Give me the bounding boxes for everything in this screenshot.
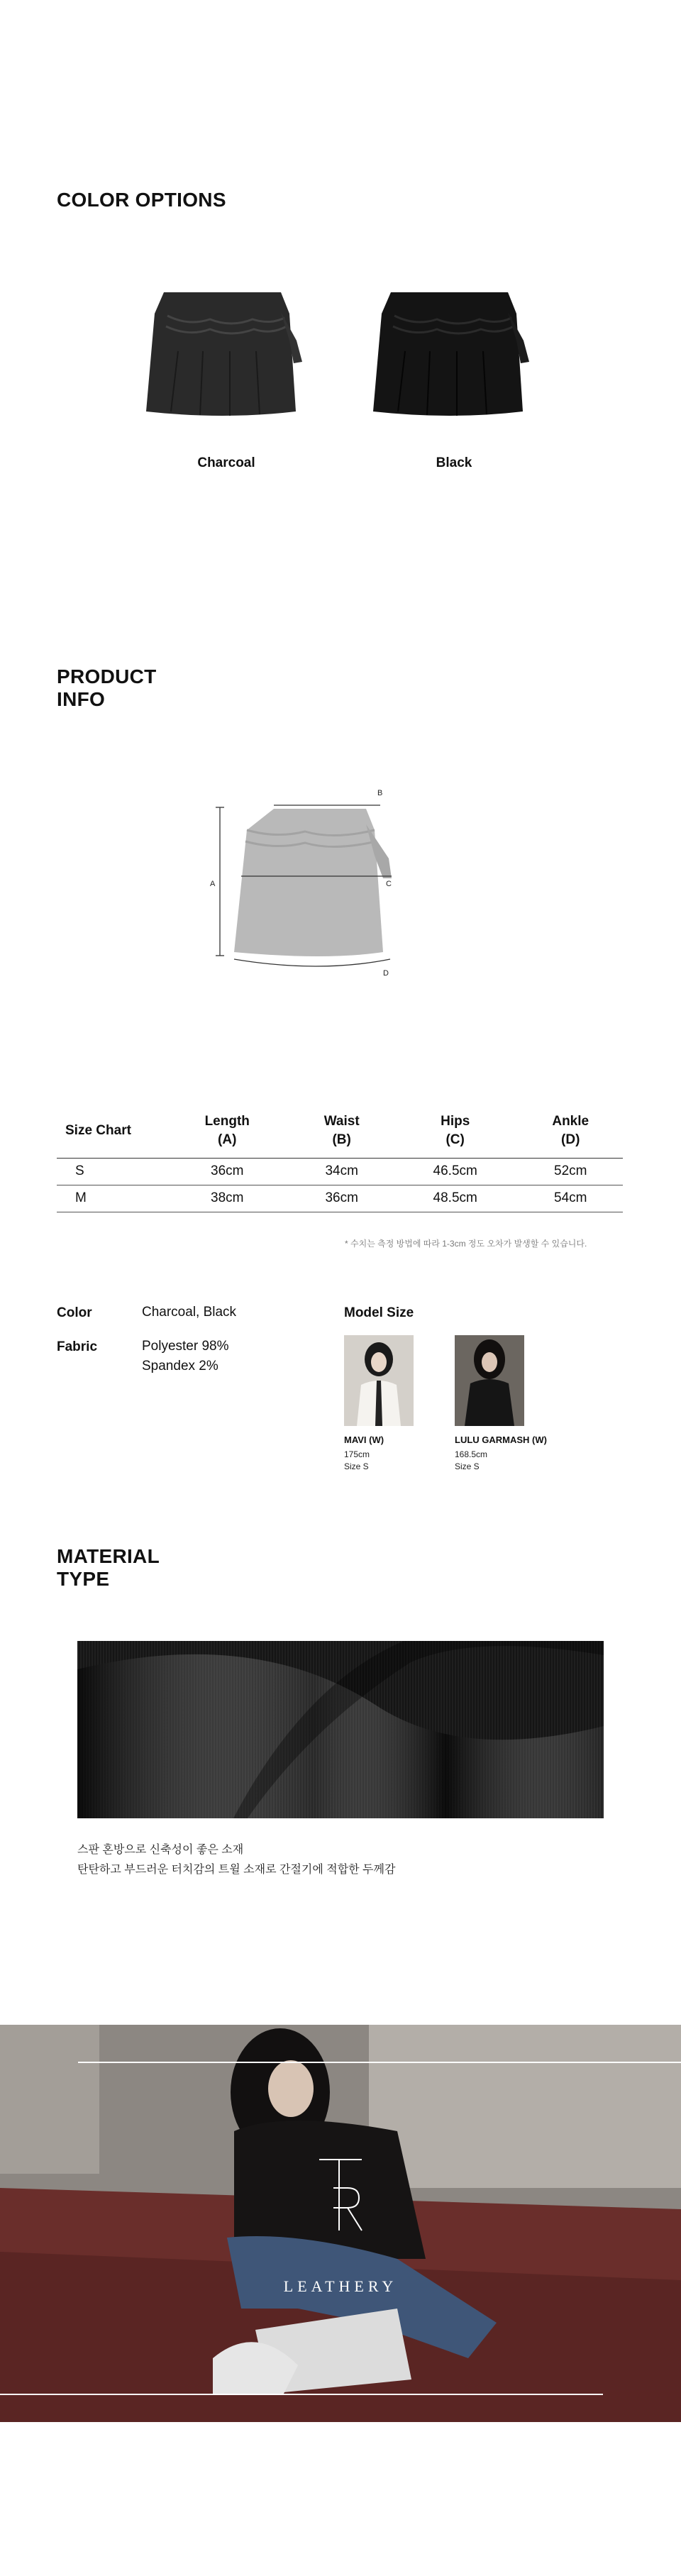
swatch-label-charcoal: Charcoal [197,455,255,470]
size-chart-header-length: Length (A) [163,1104,291,1158]
table-row [57,1185,623,1212]
size-chart-header-hips: Hips (C) [392,1104,519,1158]
fabric-value-line2: Spandex 2% [142,1359,218,1373]
model-name-mavi: MAVI (W) [344,1435,384,1445]
length-cell: 38cm [163,1185,291,1212]
material-title-line1: MATERIAL [57,1545,160,1567]
diagram-label-c: C [386,880,392,888]
ankle-cell: 52cm [518,1158,623,1185]
fabric-value-line1: Polyester 98% [142,1339,229,1354]
model-height-mavi: 175cm [344,1449,370,1459]
size-diagram [206,787,489,986]
fabric-key: Fabric [57,1339,98,1354]
model-name-lulu: LULU GARMASH (W) [455,1435,547,1445]
length-cell: 36cm [163,1158,291,1185]
model-size-mavi: Size S [344,1461,369,1471]
size-chart-header-label: Size Chart [57,1104,163,1158]
color-key: Color [57,1305,92,1320]
diagram-label-a: A [210,880,216,888]
product-info-title-line2: INFO [57,688,106,710]
size-cell: M [57,1185,163,1212]
swatch-label-black: Black [436,455,472,470]
diagram-label-b: B [377,789,383,797]
brand-top-rule [78,2062,681,2063]
waist-cell: 36cm [291,1185,392,1212]
size-chart-table [57,1104,623,1212]
color-options-title: COLOR OPTIONS [57,189,226,211]
size-chart-header-ankle: Ankle (D) [518,1104,623,1158]
model-size-key: Model Size [344,1305,414,1320]
brand-bottom-rule [0,2394,603,2395]
hips-cell: 46.5cm [392,1158,519,1185]
color-value: Charcoal, Black [142,1305,237,1320]
hips-cell: 48.5cm [392,1185,519,1212]
product-info-title-line1: PRODUCT [57,665,157,687]
table-row [57,1158,623,1185]
brand-logo-text: LEATHERY [283,2277,398,2295]
model-photo-lulu [455,1335,524,1426]
size-chart-note: * 수치는 측정 방법에 따라 1-3cm 정도 오차가 발생할 수 있습니다. [345,1239,587,1249]
model-photo-mavi [344,1335,414,1426]
material-description-line1: 스판 혼방으로 신축성이 좋은 소재 [77,1844,244,1856]
ankle-cell: 54cm [518,1185,623,1212]
brand-monogram-icon [305,2152,376,2238]
brand-lifestyle-photo [0,2025,681,2422]
diagram-label-d: D [383,969,389,978]
black-skirt-image [366,284,543,426]
waist-cell: 34cm [291,1158,392,1185]
size-chart-header-waist: Waist (B) [291,1104,392,1158]
charcoal-skirt-image [139,284,316,426]
material-title-line2: TYPE [57,1568,110,1590]
material-description-line2: 탄탄하고 부드러운 터치감의 트윌 소재로 간절기에 적합한 두께감 [77,1864,396,1876]
model-size-lulu: Size S [455,1461,480,1471]
size-chart-header-row [57,1104,623,1158]
material-fabric-image [77,1641,604,1818]
size-cell: S [57,1158,163,1185]
model-height-lulu: 168.5cm [455,1449,488,1459]
